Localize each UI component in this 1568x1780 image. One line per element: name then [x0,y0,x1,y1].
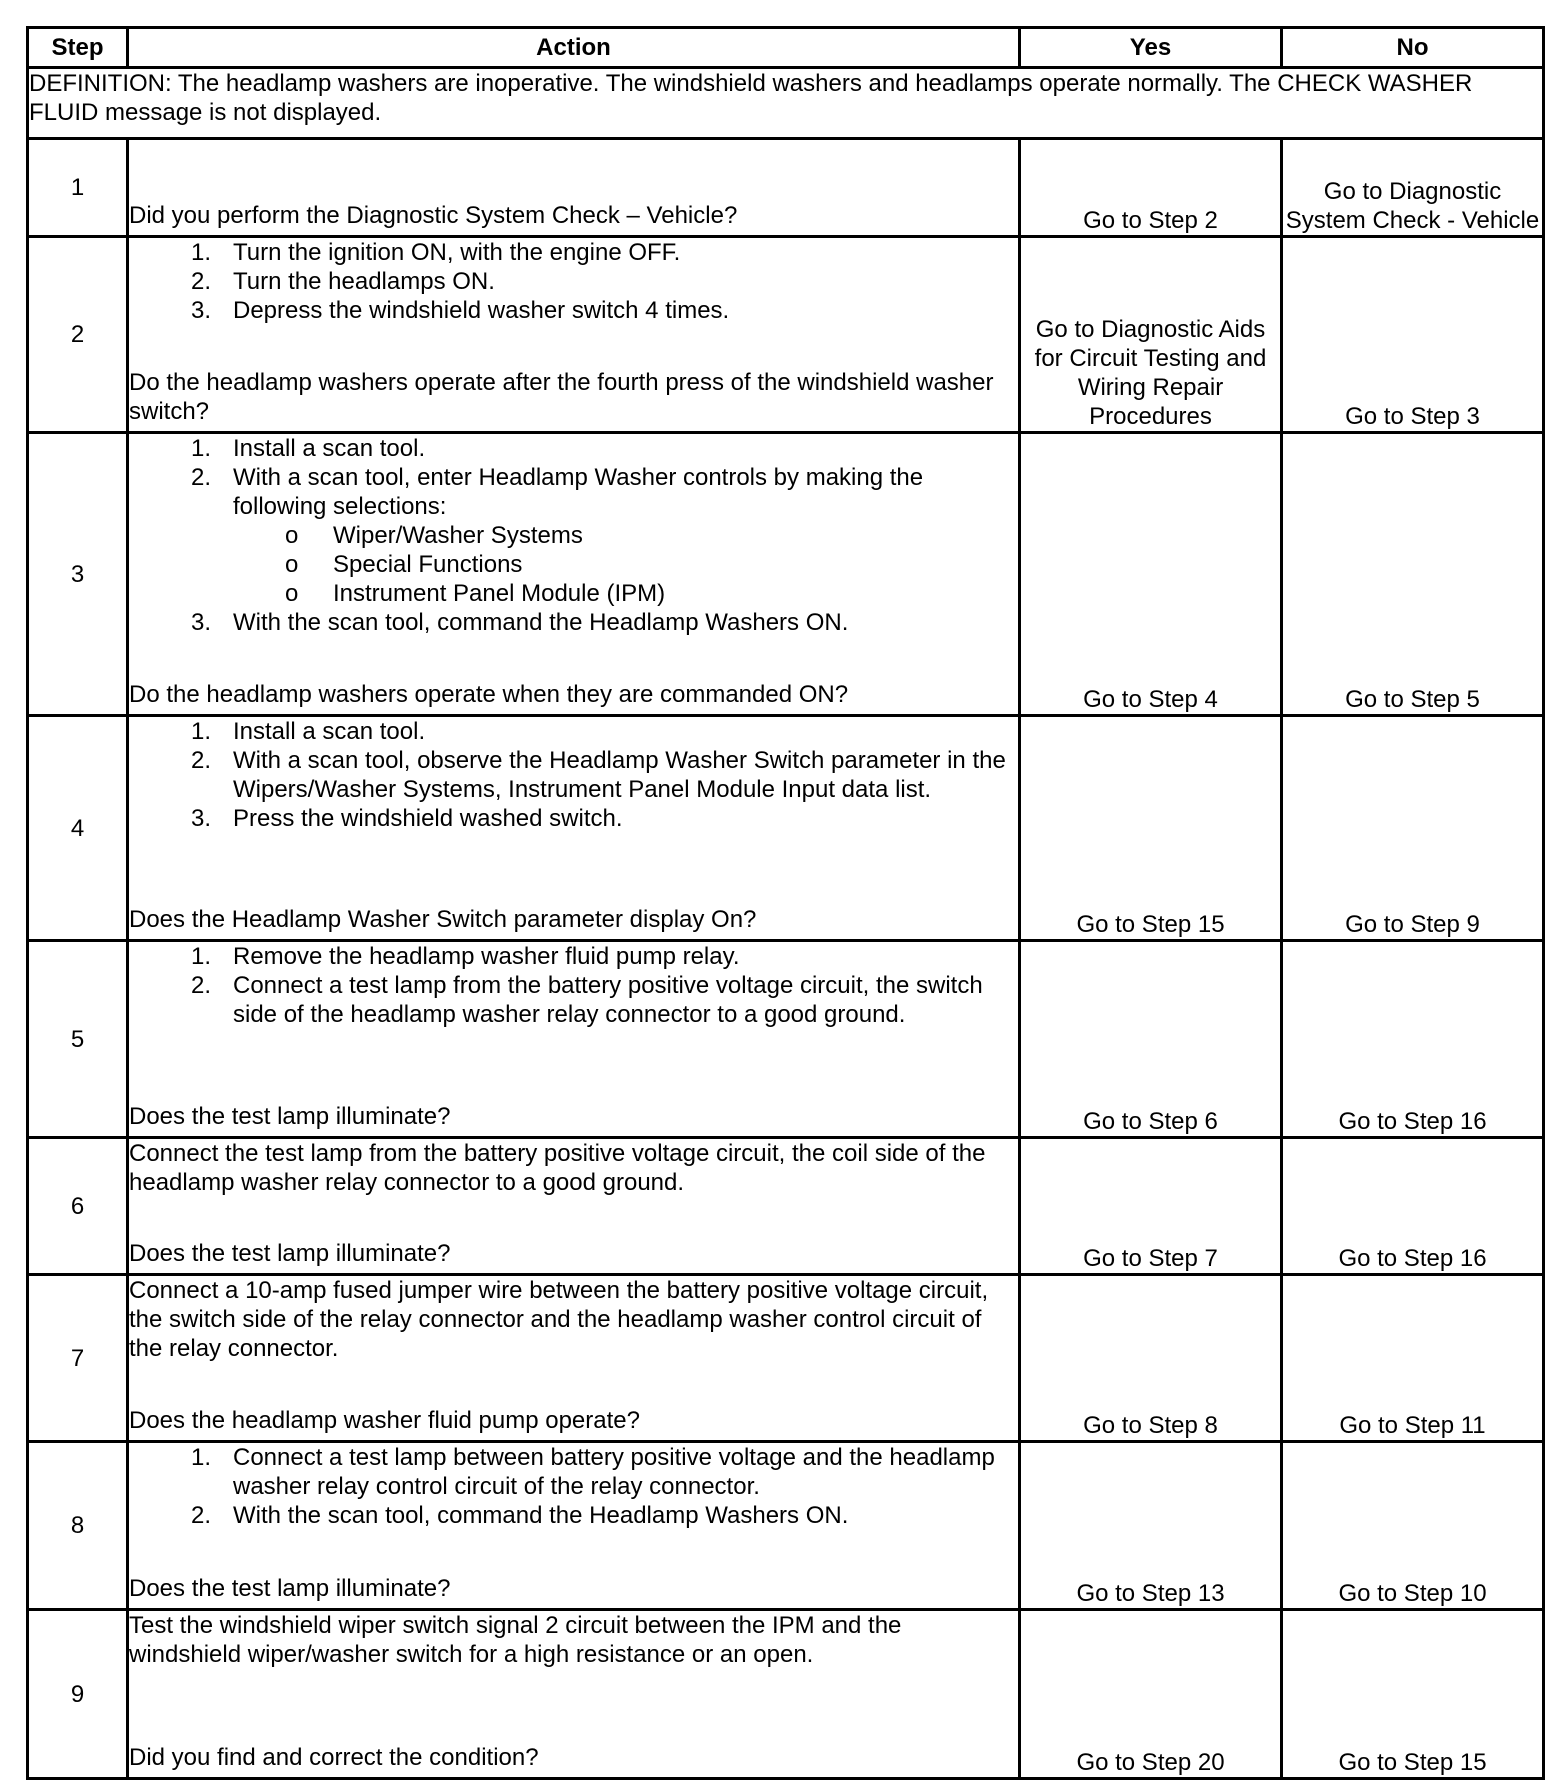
yes-result: Go to Step 6 [1020,941,1282,1138]
list-item [129,971,1018,1029]
action-question: Do the headlamp washers operate after the fourth press of the windshield washer switch? [129,369,994,425]
step-item-text: Remove the headlamp washer fluid pump relay. [233,943,740,970]
header-action: Action [128,28,1020,68]
step-item-number: 1. [190,943,211,970]
step-number: 2 [28,237,128,433]
action-content [129,717,1018,934]
numbered-steps [129,717,1018,833]
list-item [129,434,1018,463]
yes-result: Go to Step 20 [1020,1610,1282,1779]
list-item [129,296,1018,325]
numbered-steps [129,942,1018,1029]
action-question: Does the test lamp illuminate? [129,1240,451,1267]
step-item-text: Turn the headlamps ON. [233,268,495,295]
list-item [129,942,1018,971]
step-number: 3 [28,433,128,716]
table-row [28,433,1544,716]
step-item-text: Depress the windshield washer switch 4 times. [233,297,730,324]
list-item [233,521,1018,550]
action-question: Does the test lamp illuminate? [129,1575,451,1602]
table-row [28,1138,1544,1275]
table-row [28,237,1544,433]
action-content [129,238,1018,426]
action-cell [128,716,1020,941]
action-instructions [129,717,1018,833]
action-question: Did you perform the Diagnostic System Check – Vehicle? [129,202,738,229]
diagnostic-table [26,26,1545,1780]
list-item [129,1501,1018,1530]
step-item-number: 1. [190,239,211,266]
circle-bullet-icon: o [285,551,299,578]
circle-bullet-icon: o [285,580,299,607]
header-row [28,28,1544,68]
sub-item-text: Instrument Panel Module (IPM) [333,580,666,607]
action-cell [128,1275,1020,1442]
action-intro: Connect a 10-amp fused jumper wire between the battery positive voltage circuit, the switch side of the relay connector and the headlamp washer control circuit of the relay connector. [129,1277,989,1362]
yes-result: Go to Step 7 [1020,1138,1282,1275]
step-number: 8 [28,1442,128,1610]
table-row [28,1610,1544,1779]
numbered-steps [129,1443,1018,1530]
definition-row [28,68,1544,139]
step-number: 5 [28,941,128,1138]
list-item [129,267,1018,296]
list-item [233,550,1018,579]
list-item [129,608,1018,637]
action-question: Do the headlamp washers operate when they are commanded ON? [129,681,849,708]
action-content [129,434,1018,709]
action-content [129,140,1018,230]
step-item-number: 3. [190,609,211,636]
step-item-number: 2. [190,747,211,774]
step-number: 1 [28,139,128,237]
header-no: No [1282,28,1544,68]
no-result: Go to Step 15 [1282,1610,1544,1779]
step-item-number: 1. [190,435,211,462]
step-item-number: 2. [190,972,211,999]
numbered-steps [129,434,1018,637]
list-item [233,579,1018,608]
step-item-number: 3. [190,297,211,324]
action-content [129,942,1018,1131]
step-number: 6 [28,1138,128,1275]
step-item-number: 2. [190,1502,211,1529]
step-item-text: Press the windshield washed switch. [233,805,623,832]
yes-result: Go to Diagnostic Aids for Circuit Testing and Wiring Repair Procedures [1020,237,1282,433]
yes-result: Go to Step 4 [1020,433,1282,716]
action-cell [128,1442,1020,1610]
no-result: Go to Step 16 [1282,941,1544,1138]
step-number: 4 [28,716,128,941]
no-result: Go to Step 3 [1282,237,1544,433]
step-item-number: 3. [190,805,211,832]
action-cell [128,1610,1020,1779]
action-cell [128,433,1020,716]
sub-item-text: Special Functions [333,551,523,578]
list-item [129,804,1018,833]
action-content [129,1276,1018,1435]
table-row [28,139,1544,237]
no-result: Go to Step 5 [1282,433,1544,716]
step-item-number: 2. [190,268,211,295]
action-question: Does the test lamp illuminate? [129,1103,451,1130]
action-question: Does the headlamp washer fluid pump operate? [129,1407,640,1434]
action-instructions [129,1276,1018,1363]
yes-result: Go to Step 15 [1020,716,1282,941]
step-item-text: Install a scan tool. [233,718,426,745]
step-item-text: With the scan tool, command the Headlamp Washers ON. [233,1502,849,1529]
step-item-number: 1. [190,718,211,745]
step-item-text: Connect a test lamp from the battery positive voltage circuit, the switch side of the headlamp washer relay connector to a good ground. [233,972,983,1028]
no-result: Go to Step 10 [1282,1442,1544,1610]
step-item-text: With a scan tool, enter Headlamp Washer controls by making the following selections: [233,464,924,520]
header-step: Step [28,28,128,68]
sub-item-text: Wiper/Washer Systems [333,522,583,549]
step-number: 7 [28,1275,128,1442]
yes-result: Go to Step 8 [1020,1275,1282,1442]
step-item-text: Install a scan tool. [233,435,426,462]
action-intro: Connect the test lamp from the battery positive voltage circuit, the coil side of the headlamp washer relay connector to a good ground. [129,1140,986,1196]
numbered-steps [129,238,1018,325]
step-item-text: Turn the ignition ON, with the engine OFF. [233,239,681,266]
action-instructions [129,238,1018,325]
step-item-text: Connect a test lamp between battery positive voltage and the headlamp washer relay control circuit of the relay connector. [233,1444,995,1500]
no-result: Go to Step 16 [1282,1138,1544,1275]
step-item-number: 2. [190,464,211,491]
sub-list [233,521,1018,608]
action-content [129,1139,1018,1268]
action-instructions [129,942,1018,1029]
definition-text: DEFINITION: The headlamp washers are inoperative. The windshield washers and headlamps operate normally. The CHECK WASHER FLUID message is not displayed. [28,68,1544,139]
action-instructions [129,1611,1018,1669]
action-instructions [129,1139,1018,1197]
no-result: Go to Step 11 [1282,1275,1544,1442]
list-item [129,1443,1018,1501]
header-yes: Yes [1020,28,1282,68]
step-item-text: With the scan tool, command the Headlamp Washers ON. [233,609,849,636]
list-item [129,717,1018,746]
action-intro: Test the windshield wiper switch signal 2 circuit between the IPM and the windshield wiper/washer switch for a high resistance or an open. [129,1612,902,1668]
table-row [28,716,1544,941]
action-instructions [129,434,1018,637]
no-result: Go to Diagnostic System Check - Vehicle [1282,139,1544,237]
action-question: Does the Headlamp Washer Switch parameter display On? [129,906,757,933]
list-item [129,463,1018,608]
action-question: Did you find and correct the condition? [129,1744,539,1771]
yes-result: Go to Step 2 [1020,139,1282,237]
step-number: 9 [28,1610,128,1779]
step-item-text: With a scan tool, observe the Headlamp Washer Switch parameter in the Wipers/Washer Systems, Instrument Panel Module Input data list. [233,747,1006,803]
action-content [129,1611,1018,1772]
action-cell [128,237,1020,433]
action-instructions [129,1443,1018,1530]
no-result: Go to Step 9 [1282,716,1544,941]
action-content [129,1443,1018,1603]
list-item [129,746,1018,804]
table-row [28,1275,1544,1442]
action-cell [128,139,1020,237]
table-row [28,1442,1544,1610]
step-item-number: 1. [190,1444,211,1471]
action-cell [128,941,1020,1138]
yes-result: Go to Step 13 [1020,1442,1282,1610]
circle-bullet-icon: o [285,522,299,549]
table-row [28,941,1544,1138]
list-item [129,238,1018,267]
action-cell [128,1138,1020,1275]
